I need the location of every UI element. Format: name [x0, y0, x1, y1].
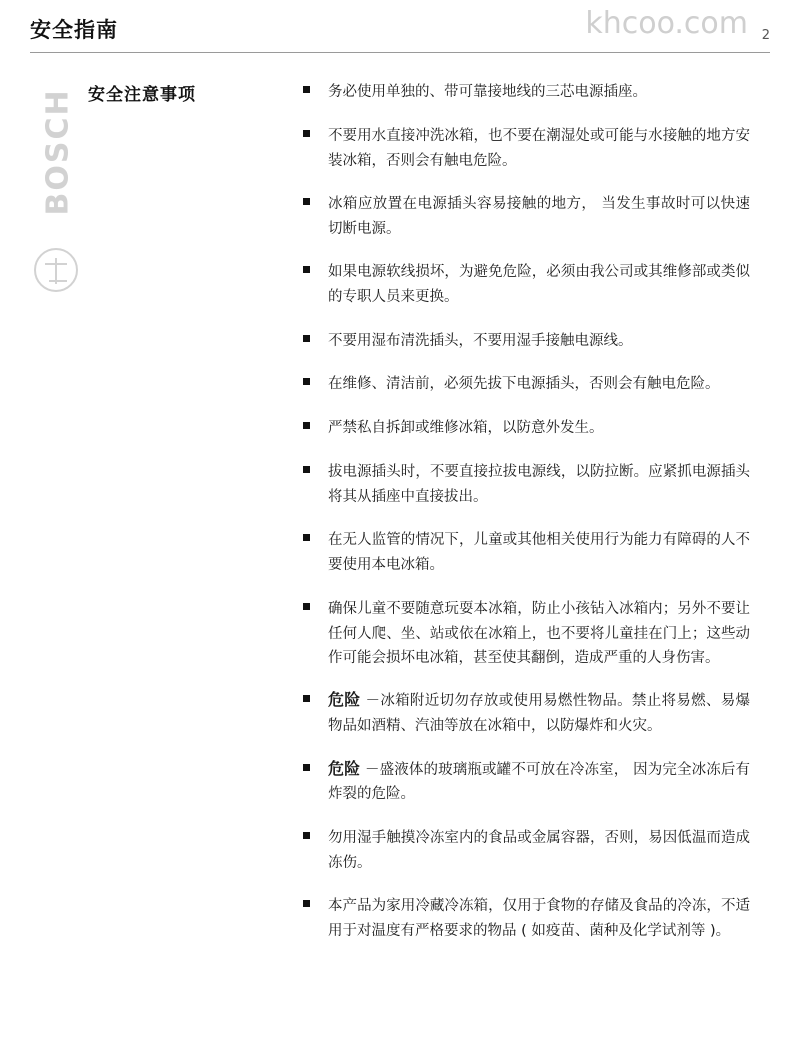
list-item — [300, 190, 750, 241]
list-item-text: 不要用水直接冲洗冰箱，也不要在潮湿处或可能与水接触的地方安装冰箱，否则会有触电危险。 — [328, 127, 750, 169]
list-item — [300, 756, 750, 807]
bullet-icon — [303, 266, 310, 273]
list-item-text: 在维修、清洁前，必须先拔下电源插头，否则会有触电危险。 — [328, 376, 720, 393]
bosch-logo-bar — [49, 280, 67, 282]
list-item — [300, 687, 750, 738]
bosch-wordmark: BOSCH — [40, 88, 76, 216]
list-item — [300, 595, 750, 671]
bullet-icon — [303, 900, 310, 907]
bullet-icon — [303, 603, 310, 610]
list-item — [300, 824, 750, 875]
list-item-text: 勿用湿手触摸冷冻室内的食品或金属容器，否则，易因低温而造成冻伤。 — [328, 829, 750, 871]
bullet-icon — [303, 695, 310, 702]
list-item — [300, 327, 750, 354]
list-item — [300, 78, 750, 105]
list-item-text: 在无人监管的情况下，儿童或其他相关使用行为能力有障碍的人不要使用本电冰箱。 — [328, 532, 750, 574]
bullet-icon — [303, 764, 310, 771]
danger-label: 危险 — [328, 690, 361, 710]
bullet-icon — [303, 378, 310, 385]
bullet-icon — [303, 335, 310, 342]
list-item-text: －冰箱附近切勿存放或使用易燃性物品。禁止将易燃、易爆物品如酒精、汽油等放在冰箱中，以防爆炸和火灾。 — [328, 693, 751, 735]
list-item-text: 不要用湿布清洗插头，不要用湿手接触电源线。 — [328, 332, 633, 349]
list-item — [300, 370, 750, 397]
list-item-text: 冰箱应放置在电源插头容易接触的地方， 当发生事故时可以快速切断电源。 — [328, 196, 750, 237]
section-heading: 安全注意事项 — [88, 85, 196, 105]
bullet-icon — [303, 832, 310, 839]
list-item — [300, 892, 750, 943]
list-item-text: 拔电源插头时，不要直接拉拔电源线，以防拉断。应紧抓电源插头将其从插座中直接拔出。 — [328, 464, 750, 506]
danger-label: 危险 — [328, 758, 361, 778]
list-item — [300, 258, 750, 309]
brand-block — [28, 78, 88, 338]
bullet-icon — [303, 130, 310, 137]
list-item-text: 严禁私自拆卸或维修冰箱，以防意外发生。 — [328, 420, 604, 437]
bullet-icon — [303, 466, 310, 473]
page-number: 2 — [761, 28, 770, 43]
list-item — [300, 526, 750, 577]
page-title: 安全指南 — [30, 18, 118, 42]
list-item — [300, 458, 750, 509]
safety-notice-list — [300, 78, 750, 960]
bullet-icon — [303, 198, 310, 205]
bullet-icon — [303, 422, 310, 429]
list-item — [300, 122, 750, 173]
bullet-icon — [303, 534, 310, 541]
bosch-logo-icon — [34, 248, 78, 292]
list-item-text: 如果电源软线损坏，为避免危险，必须由我公司或其维修部或类似的专职人员来更换。 — [328, 264, 750, 306]
list-item-text: 务必使用单独的、带可靠接地线的三芯电源插座。 — [328, 84, 647, 100]
list-item-text: 确保儿童不要随意玩耍本冰箱，防止小孩钻入冰箱内；另外不要让任何人爬、坐、站或依在冰箱上，也不要将儿童挂在门上；这些动作可能会损坏电冰箱，甚至使其翻倒，造成严重的人身伤害。 — [328, 600, 750, 666]
list-item — [300, 414, 750, 441]
header-divider — [30, 52, 770, 53]
bullet-icon — [303, 86, 310, 93]
list-item-text: 本产品为家用冷藏冷冻箱，仅用于食物的存储及食品的冷冻，不适用于对温度有严格要求的物品 ( 如疫苗、菌种及化学试剂等 )。 — [328, 897, 750, 939]
watermark-text: khcoo.com — [585, 6, 748, 41]
page-header — [0, 0, 800, 60]
list-item-text: －盛液体的玻璃瓶或罐不可放在冷冻室， 因为完全冰冻后有炸裂的危险。 — [328, 761, 750, 803]
